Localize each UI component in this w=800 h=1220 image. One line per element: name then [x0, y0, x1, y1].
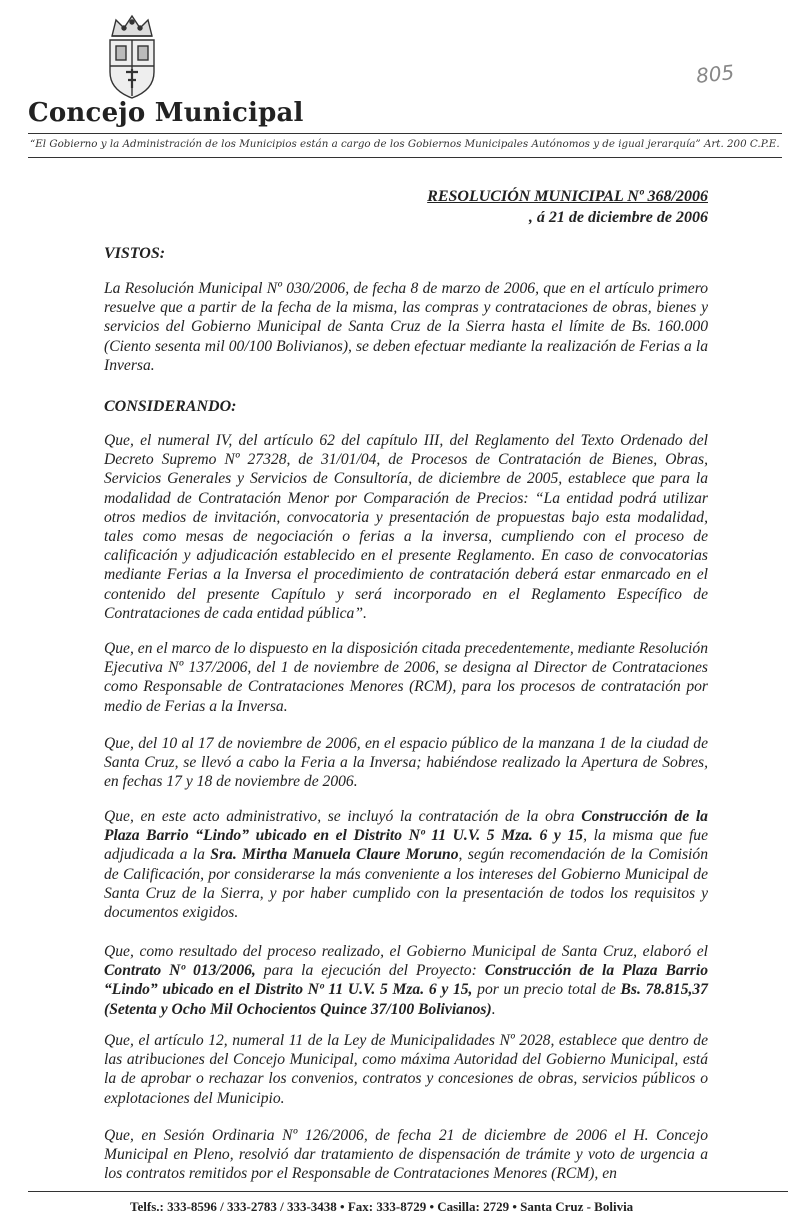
constitution-quote: “El Gobierno y la Administración de los Municipios están a cargo de los Gobiernos Municipales Autónomos y de igual jerarquía” Art. 200 C.P.E. [30, 138, 780, 150]
text-run: Que, en este acto administrativo, se incluyó la contratación de la obra [104, 808, 582, 825]
footer-rule [28, 1191, 788, 1192]
footer-contact-info: Telfs.: 333-8596 / 333-2783 / 333-3438 • Fax: 333-8729 • Casilla: 2729 • Santa Cruz - Bolivia [130, 1199, 634, 1214]
paragraph-considerando-3: Que, del 10 al 17 de noviembre de 2006, en el espacio público de la manzana 1 de la ciudad de Santa Cruz, se llevó a cabo la Feria a la Inversa; habiéndose realizado la Apertura de Sobres, en fechas 17 y 18 de noviembre de 2006. [104, 735, 708, 791]
text-run: . [491, 1000, 496, 1018]
resolution-date: , á 21 de diciembre de 2006 [528, 209, 708, 226]
text-run: para la ejecución del Proyecto: [255, 962, 485, 980]
contract-amount-bold: Bs. 78.815,37 (Setenta y Ocho Mil Ochocientos Quince 37/100 Bolivianos) [104, 981, 708, 1018]
contractor-name-bold: Sra. Mirtha Manuela Claure Moruno [210, 846, 459, 864]
text-run: por un precio total de [472, 981, 621, 999]
contract-number-bold: Contrato Nº 013/2006, [104, 962, 256, 980]
text-run: , según recomendación de la Comisión de Calificación, por considerarse la más conveniente a los intereses del Gobierno Municipal de Santa Cruz de la Sierra, y por haber cumplido con la presentación de todos los requisitos y documentos exigidos. [104, 846, 708, 922]
handwritten-page-number: 805 [694, 60, 736, 88]
header-bottom-rule [28, 157, 782, 158]
resolution-heading [427, 186, 708, 228]
paragraph-considerando-2: Que, en el marco de lo dispuesto en la disposición citada precedentemente, mediante Resolución Ejecutiva Nº 137/2006, del 1 de noviembre de 2006, se designa al Director de Contrataciones como Responsable de Contrataciones Menores (RCM), para los procesos de contratación por medio de Ferias a la Inversa. [104, 640, 708, 715]
project-name-bold: Construcción de la Plaza Barrio “Lindo” ubicado en el Distrito Nº 11 U.V. 5 Mza. 6 y 15 [104, 808, 708, 845]
paragraph-considerando-5 [104, 942, 708, 1019]
paragraph-vistos: La Resolución Municipal Nº 030/2006, de fecha 8 de marzo de 2006, que en el artículo primero resuelve que a partir de la fecha de la misma, las compras y contrataciones de obras, bienes y servicios del Gobierno Municipal de Santa Cruz de la Sierra hasta el límite de Bs. 160.000 (Ciento sesenta mil 00/100 Bolivianos), se deben efectuar mediante la realización de Ferias a la Inversa. [104, 280, 708, 374]
paragraph-considerando-6: Que, el artículo 12, numeral 11 de la Ley de Municipalidades Nº 2028, establece que dentro de las atribuciones del Concejo Municipal, como máxima Autoridad del Gobierno Municipal, está la de aprobar o rechazar los convenios, contratos y concesiones de obras, servicios públicos o explotaciones del Municipio. [104, 1032, 708, 1107]
resolution-number: RESOLUCIÓN MUNICIPAL Nº 368/2006 [427, 188, 708, 205]
project-name-bold: Construcción de la Plaza Barrio “Lindo” ubicado en el Distrito Nº 11 U.V. 5 Mza. 6 y 15, [104, 962, 708, 999]
coat-of-arms-logo [104, 14, 160, 100]
header-top-rule [28, 133, 782, 134]
paragraph-considerando-1: Que, el numeral IV, del artículo 62 del capítulo III, del Reglamento del Texto Ordenado del Decreto Supremo Nº 27328, de 31/01/04, de Procesos de Contratación de Bienes, Obras, Servicios Generales y Servicios de Consultoría, de diciembre de 2005, establece que para la modalidad de Contratación Menor por Comparación de Precios: “La entidad podrá utilizar otros medios de invitación, convocatoria y presentación de propuestas bajo esta modalidad, tales como mesas de negociación o ferias a la inversa, cumpliendo con el proceso de calificación y adjudicación establecido en el presente Reglamento. En caso de convocatorias mediante Ferias a la Inversa el procedimiento de contratación deberá estar enmarcado en el contenido del presente Capítulo y será incorporado en el Reglamento Específico de Contrataciones de cada entidad pública”. [104, 432, 708, 622]
text-run: , la misma que fue adjudicada a la [104, 827, 708, 864]
paragraph-considerando-7: Que, en Sesión Ordinaria Nº 126/2006, de fecha 21 de diciembre de 2006 el H. Concejo Municipal en Pleno, resolvió dar tratamiento de dispensación de trámite y voto de urgencia a los contratos remitidos por el Responsable de Contrataciones Menores (RCM), en [104, 1127, 708, 1183]
section-heading-considerando: CONSIDERANDO: [104, 398, 237, 415]
text-run: Que, como resultado del proceso realizado, el Gobierno Municipal de Santa Cruz, elaboró el [104, 943, 708, 960]
paragraph-considerando-4 [104, 807, 708, 922]
organization-name: Concejo Municipal [28, 98, 304, 128]
section-heading-vistos: VISTOS: [104, 245, 166, 262]
